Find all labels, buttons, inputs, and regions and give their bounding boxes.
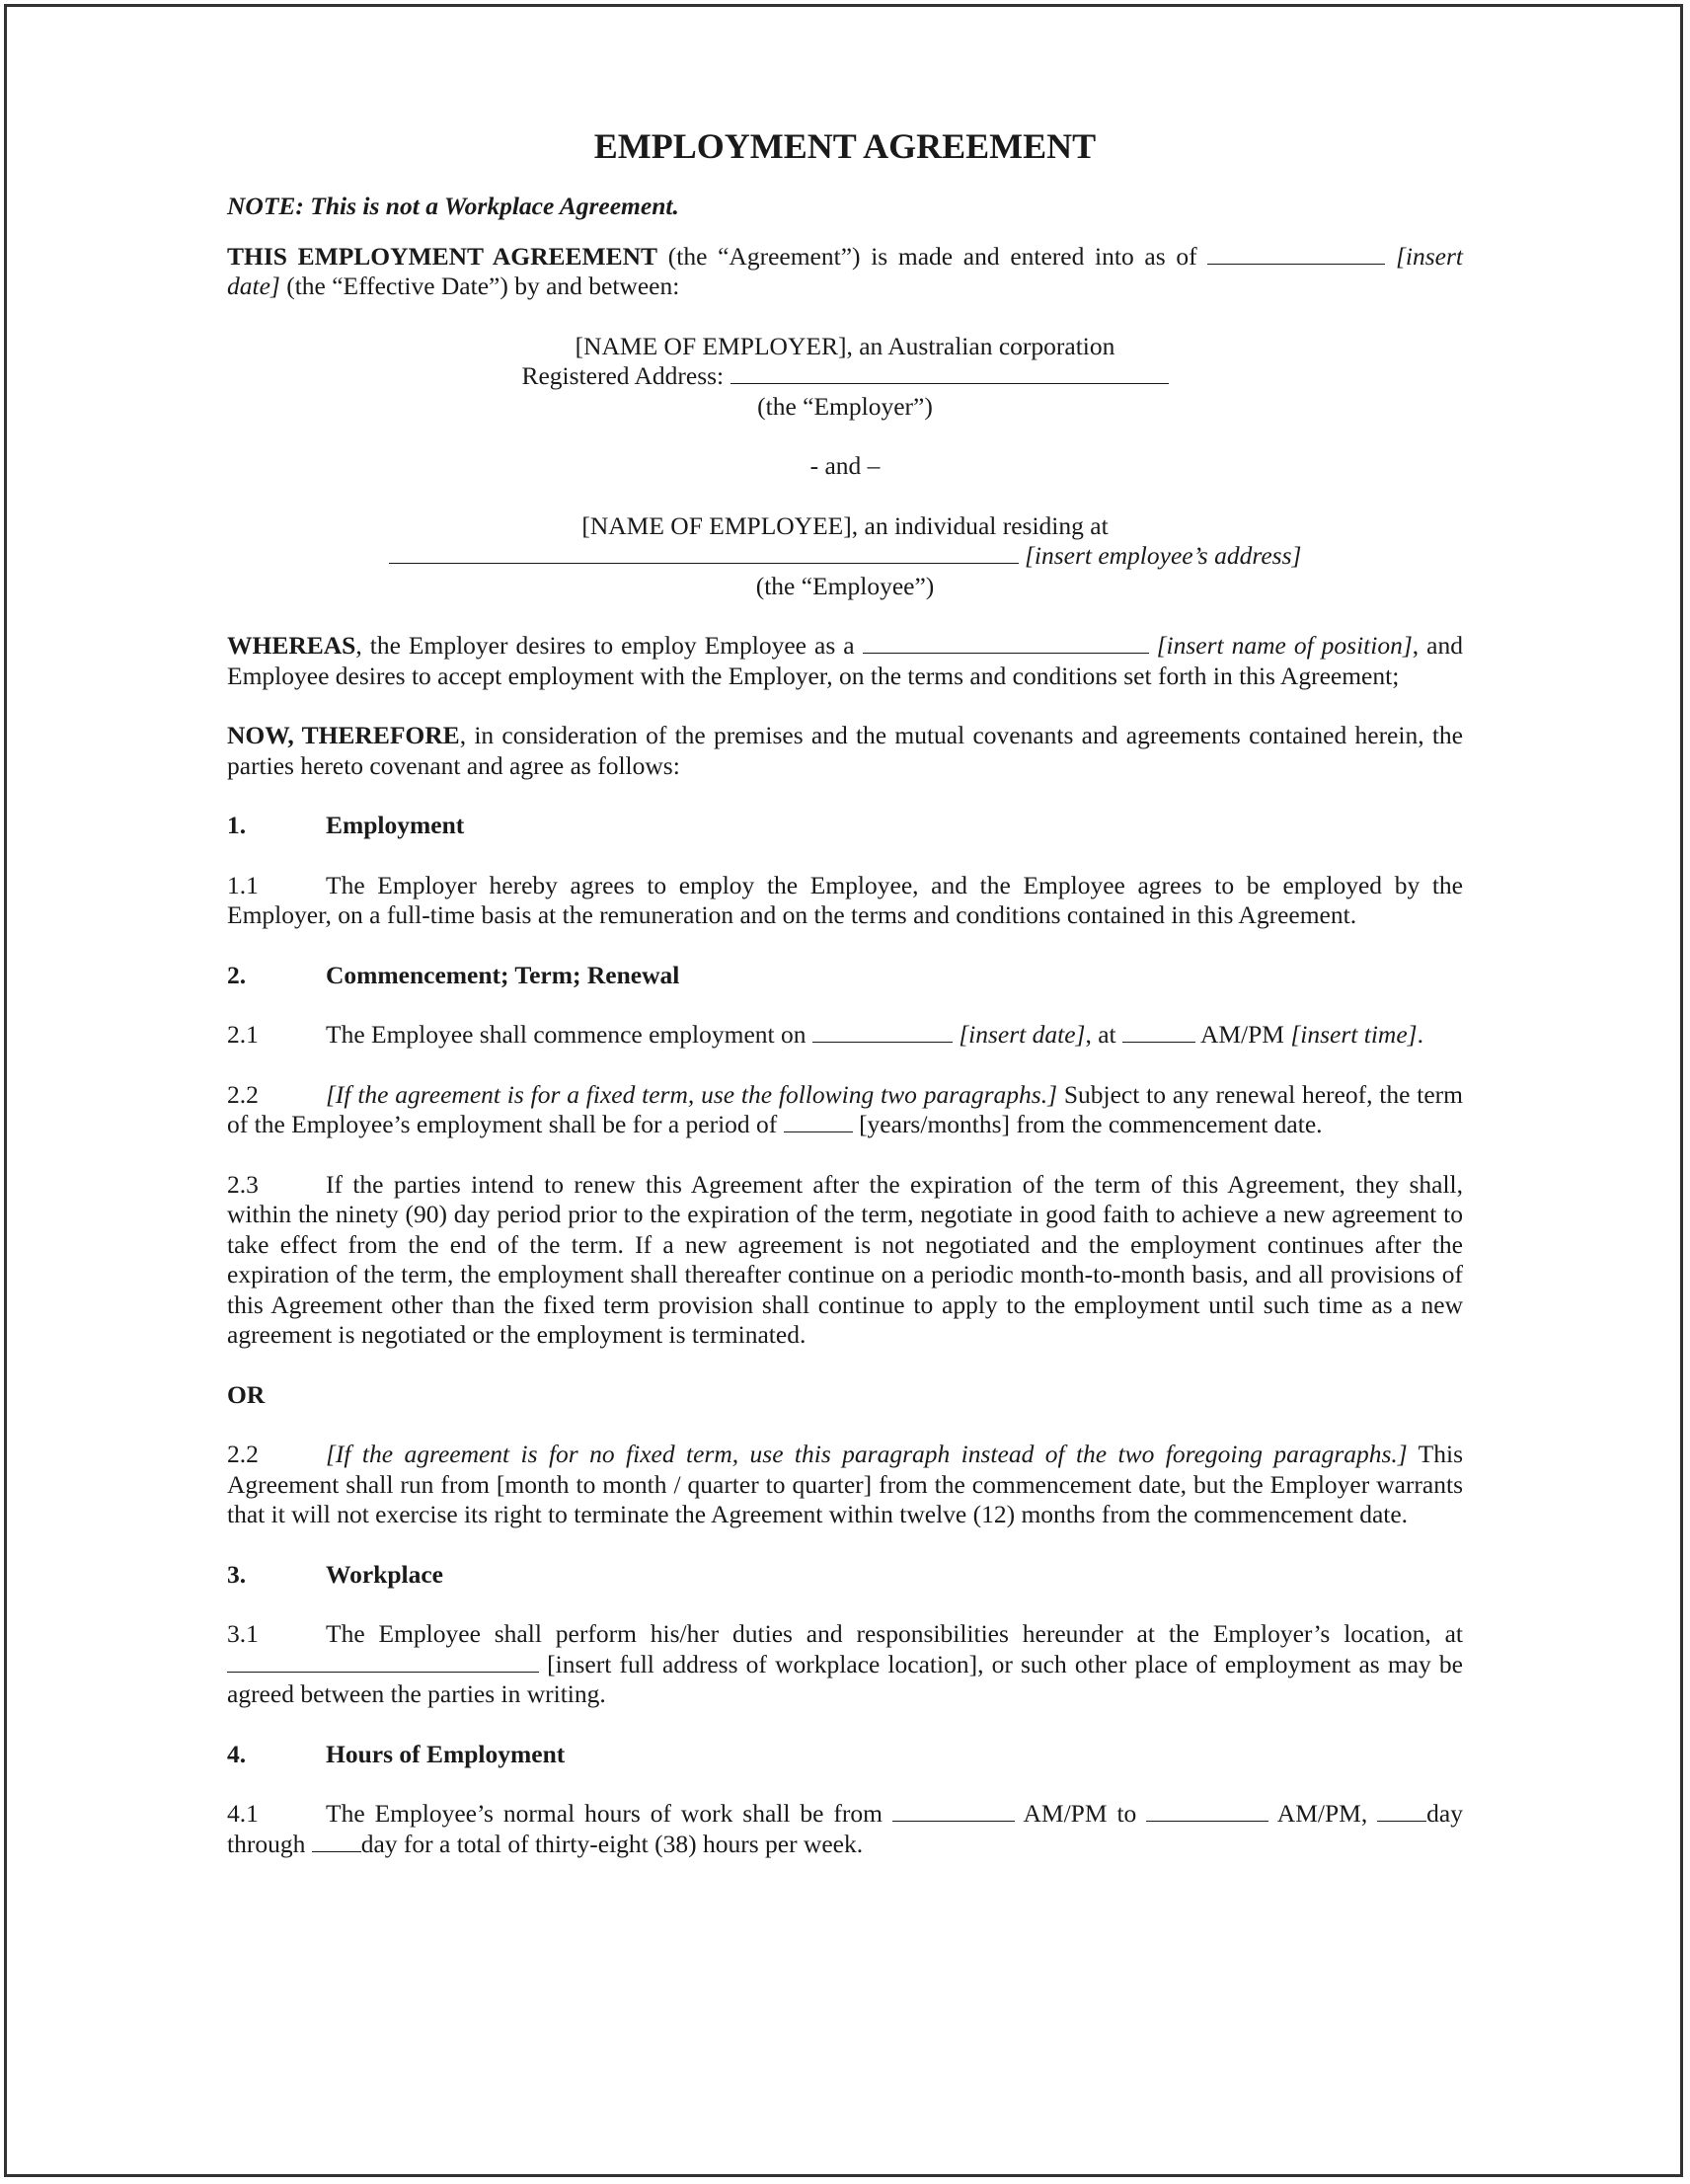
whereas-paragraph <box>227 631 1463 691</box>
section-3-title: Workplace <box>326 1559 443 1589</box>
commencement-time-blank <box>1122 1020 1195 1043</box>
intro-text-2: (the “Effective Date”) by and between: <box>279 272 680 300</box>
position-blank <box>863 631 1149 654</box>
clause-2-2-alt-number: 2.2 <box>227 1440 259 1468</box>
now-therefore-paragraph <box>227 721 1463 781</box>
section-4-number: 4. <box>227 1739 247 1768</box>
employer-block <box>227 332 1463 423</box>
effective-date-blank <box>1207 242 1385 265</box>
clause-2-2-text-a: Subject to any renewal hereof, the term of the Employee’s employment shall be for a period of <box>227 1079 1463 1138</box>
clause-2-3-text: If the parties intend to renew this Agreement after the expiration of the term of this Agreement, they shall, within the ninety (90) day period prior to the expiration of the term, negotiate in good faith to achieve a new agreement to take effect from the end of the term. If a new agreement is not negotiated and the employment continues after the expiration of the term, the employment shall thereafter continue on a periodic month-to-month basis, and all provisions of this Agreement other than the fixed term provision shall continue to apply to the employment until such time as a new agreement is negotiated or the employment is terminated. <box>227 1169 1463 1349</box>
whereas-bold: WHEREAS <box>227 631 356 660</box>
clause-4-1-text-e: day for a total of thirty-eight (38) hours per week. <box>360 1829 864 1858</box>
section-2-number: 2. <box>227 960 247 989</box>
employer-name-line: [NAME OF EMPLOYER], an Australian corporation <box>575 331 1115 360</box>
workplace-note: NOTE: This is not a Workplace Agreement. <box>227 192 679 220</box>
clause-2-1-end: . <box>1417 1020 1423 1049</box>
now-therefore-text: , in consideration of the premises and the mutual covenants and agreements contained herein, the parties hereto covenant and agree as follows: <box>227 721 1464 780</box>
clause-2-1-insert-date: [insert date] <box>952 1020 1086 1049</box>
clause-2-3 <box>227 1170 1463 1351</box>
employer-defined-term: (the “Employer”) <box>757 391 933 421</box>
whereas-text-1: , the Employer desires to employ Employee as a <box>355 631 863 660</box>
clause-2-2-number: 2.2 <box>227 1079 259 1109</box>
section-4-title: Hours of Employment <box>326 1739 566 1768</box>
employee-address-line <box>227 541 1463 572</box>
employee-defined-term: (the “Employee”) <box>755 571 935 600</box>
clause-2-2-text-b: [years/months] from the commencement date. <box>852 1110 1323 1138</box>
start-time-blank <box>892 1799 1015 1822</box>
section-3-number: 3. <box>227 1559 247 1589</box>
clause-2-1-text-c: AM/PM <box>1194 1020 1291 1049</box>
clause-1-1-text: The Employer hereby agrees to employ the Employee, and the Employee agrees to be employed by the Employer, on a full-time basis at the remuneration and on the terms and conditions contained in this Agreement. <box>227 870 1463 929</box>
whereas-insert: [insert name of position] <box>1148 631 1413 660</box>
clause-2-2-no-fixed <box>227 1440 1463 1530</box>
clause-2-2-alt-instruction: [If the agreement is for no fixed term, use this paragraph instead of the two foregoing paragraphs.] <box>326 1440 1408 1468</box>
clause-2-3-number: 2.3 <box>227 1169 259 1199</box>
document-body <box>227 126 1463 1859</box>
section-4-heading <box>227 1740 1463 1770</box>
intro-insert-date: [insert date] <box>227 241 1463 300</box>
clause-2-1-number: 2.1 <box>227 1020 259 1049</box>
clause-4-1-text-b: AM/PM to <box>1014 1799 1147 1828</box>
clause-2-1 <box>227 1020 1463 1051</box>
clause-2-2-instruction: [If the agreement is for a fixed term, use the following two paragraphs.] <box>326 1079 1058 1109</box>
document-title: EMPLOYMENT AGREEMENT <box>593 126 1097 166</box>
start-day-blank <box>1377 1799 1426 1822</box>
clause-2-1-text-b: , at <box>1085 1020 1122 1049</box>
clause-4-1-text-d: day through <box>227 1799 1463 1858</box>
employer-address-line <box>227 361 1463 392</box>
section-1-number: 1. <box>227 811 247 839</box>
section-3-heading <box>227 1560 1463 1591</box>
workplace-address-blank <box>227 1650 539 1673</box>
clause-1-1 <box>227 871 1463 931</box>
employee-address-blank <box>389 541 1019 564</box>
intro-text-1: (the “Agreement”) is made and entered into as of <box>657 241 1208 271</box>
employee-address-note: [insert employee’s address] <box>1018 541 1302 570</box>
clause-4-1-text-c: AM/PM, <box>1268 1799 1378 1828</box>
registered-address-label: Registered Address: <box>521 361 730 390</box>
section-1-title: Employment <box>326 811 465 839</box>
section-2-title: Commencement; Term; Renewal <box>326 960 680 989</box>
now-therefore-bold: NOW, THEREFORE <box>227 721 460 749</box>
clause-4-1-number: 4.1 <box>227 1799 259 1828</box>
clause-1-1-number: 1.1 <box>227 870 259 899</box>
intro-paragraph <box>227 242 1463 302</box>
section-2-heading <box>227 961 1463 991</box>
clause-2-1-text-a: The Employee shall commence employment on <box>326 1020 812 1049</box>
commencement-date-blank <box>812 1020 953 1043</box>
and-separator: - and – <box>809 451 881 480</box>
employee-block <box>227 511 1463 602</box>
registered-address-blank <box>730 361 1169 384</box>
clause-2-2-alt-text: This Agreement shall run from [month to month / quarter to quarter] from the commencement date, but the Employer warrants that it will not exercise its right to terminate the Agreement within twelve (12) months from the commencement date. <box>227 1440 1463 1528</box>
intro-bold: THIS EMPLOYMENT AGREEMENT <box>227 241 658 271</box>
clause-3-1-text-a: The Employee shall perform his/her duties and responsibilities hereunder at the Employer’s location, at <box>326 1619 1463 1648</box>
clause-4-1 <box>227 1799 1463 1859</box>
whereas-text-2: , and Employee desires to accept employment with the Employer, on the terms and conditions set forth in this Agreement; <box>227 631 1463 690</box>
section-1-heading <box>227 811 1463 841</box>
clause-4-1-text-a: The Employee’s normal hours of work shall be from <box>326 1799 892 1828</box>
clause-3-1 <box>227 1619 1463 1710</box>
clause-2-2-fixed <box>227 1080 1463 1140</box>
clause-3-1-number: 3.1 <box>227 1619 259 1648</box>
or-separator: OR <box>227 1379 266 1409</box>
term-period-blank <box>784 1110 853 1132</box>
employee-name-line: [NAME OF EMPLOYEE], an individual residing at <box>581 510 1109 540</box>
clause-3-1-text-b: [insert full address of workplace location], or such other place of employment as may be agreed between the parties in writing. <box>227 1649 1463 1708</box>
end-day-blank <box>312 1830 361 1852</box>
clause-2-1-insert-time: [insert time] <box>1290 1020 1418 1049</box>
end-time-blank <box>1146 1799 1268 1822</box>
